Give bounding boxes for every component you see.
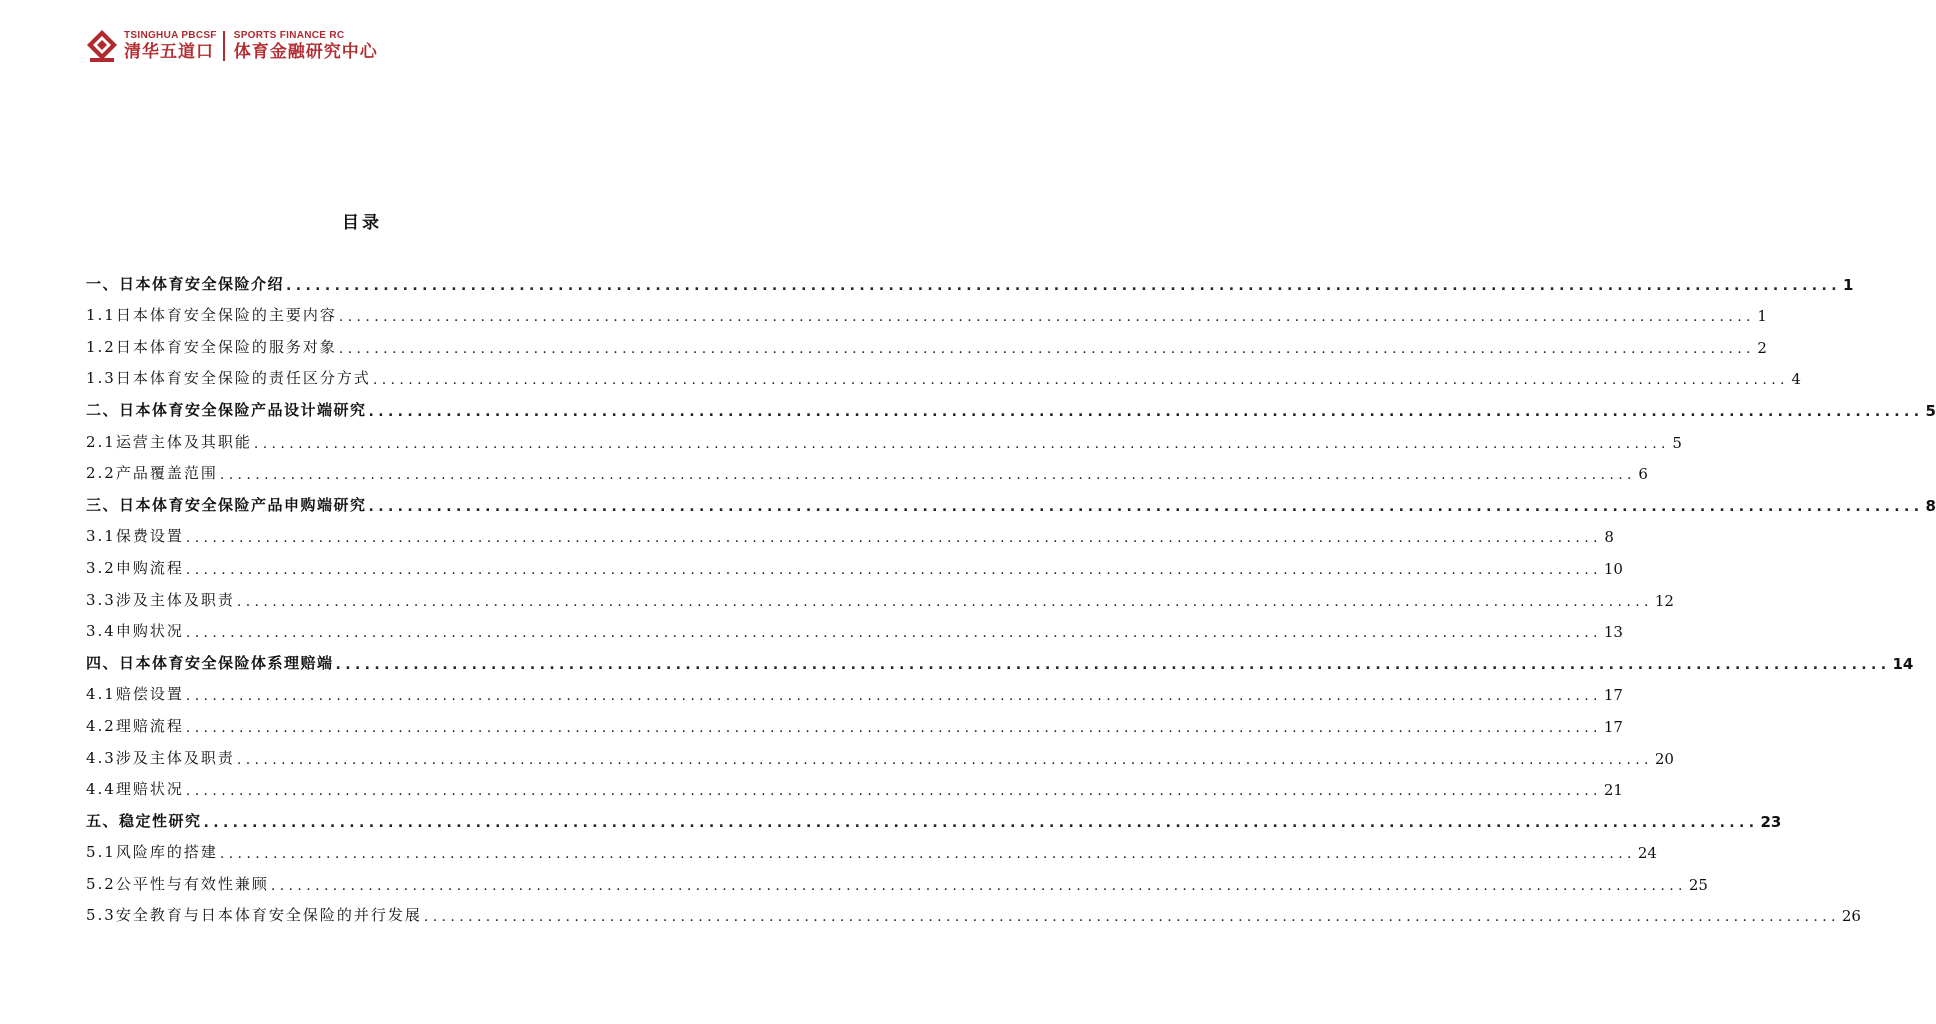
toc-section-entry[interactable] bbox=[86, 831, 1657, 863]
toc-section-entry[interactable] bbox=[86, 325, 1767, 357]
toc-entry-page: 4 bbox=[1791, 370, 1801, 389]
toc-entry-page: 17 bbox=[1603, 686, 1623, 705]
toc-dot-leader: ................................................................................................................................................................ bbox=[185, 625, 1602, 642]
toc-dot-leader: ................................................................................................................................................................ bbox=[185, 719, 1602, 736]
toc-entry-label: 5.2公平性与有效性兼顾 bbox=[86, 874, 269, 893]
toc-section-entry[interactable] bbox=[86, 768, 1623, 800]
toc-section-entry[interactable] bbox=[86, 736, 1674, 768]
center-block bbox=[234, 30, 378, 63]
toc-dot-leader: ................................................................................................................................................................ bbox=[423, 909, 1840, 926]
toc-entry-label: 三、日本体育安全保险产品申购端研究 bbox=[86, 495, 367, 514]
toc-dot-leader: ................................................................................................................................................................ bbox=[236, 593, 1653, 610]
toc-entry-page: 24 bbox=[1637, 844, 1657, 863]
center-zh: 体育金融研究中心 bbox=[233, 41, 378, 62]
toc-entry-page: 14 bbox=[1892, 654, 1914, 673]
toc-entry-label: 4.3涉及主体及职责 bbox=[86, 748, 235, 767]
toc-entry-page: 25 bbox=[1688, 875, 1708, 894]
toc-dot-leader: ................................................................................................................................................................ bbox=[203, 814, 1759, 831]
toc-chapter-entry[interactable] bbox=[86, 483, 1936, 515]
toc-entry-label: 1.2日本体育安全保险的服务对象 bbox=[86, 337, 337, 356]
toc-dot-leader: ................................................................................................................................................................ bbox=[368, 498, 1924, 515]
toc-section-entry[interactable] bbox=[86, 673, 1623, 705]
toc-chapter-entry[interactable] bbox=[86, 799, 1782, 831]
toc-entry-label: 一、日本体育安全保险介绍 bbox=[86, 274, 285, 293]
toc-entry-page: 8 bbox=[1925, 496, 1936, 515]
toc-dot-leader: ................................................................................................................................................................ bbox=[368, 403, 1924, 420]
toc-section-entry[interactable] bbox=[86, 420, 1682, 452]
toc-section-entry[interactable] bbox=[86, 546, 1623, 578]
toc-section-entry[interactable] bbox=[86, 357, 1801, 389]
toc-entry-page: 12 bbox=[1654, 591, 1674, 610]
toc-chapter-entry[interactable] bbox=[86, 262, 1854, 294]
toc-dot-leader: ................................................................................................................................................................ bbox=[185, 530, 1602, 547]
toc-dot-leader: ................................................................................................................................................................ bbox=[185, 783, 1602, 800]
toc-section-entry[interactable] bbox=[86, 578, 1674, 610]
toc-entry-page: 1 bbox=[1842, 275, 1854, 294]
page-title: 目录 bbox=[342, 213, 382, 233]
toc-entry-label: 1.3日本体育安全保险的责任区分方式 bbox=[86, 369, 371, 388]
toc-entry-page: 17 bbox=[1603, 717, 1623, 736]
brand-zh: 清华五道口 bbox=[124, 41, 214, 62]
table-of-contents bbox=[86, 262, 1936, 926]
toc-entry-label: 二、日本体育安全保险产品设计端研究 bbox=[86, 400, 367, 419]
toc-dot-leader: ................................................................................................................................................................ bbox=[372, 372, 1789, 389]
toc-entry-label: 四、日本体育安全保险体系理赔端 bbox=[86, 653, 334, 672]
toc-dot-leader: ................................................................................................................................................................ bbox=[185, 688, 1602, 705]
toc-entry-page: 5 bbox=[1925, 401, 1936, 420]
toc-entry-page: 1 bbox=[1757, 307, 1767, 326]
toc-entry-label: 3.1保费设置 bbox=[86, 527, 184, 546]
toc-entry-label: 2.2产品覆盖范围 bbox=[86, 464, 218, 483]
toc-entry-page: 13 bbox=[1603, 623, 1623, 642]
toc-entry-page: 21 bbox=[1603, 781, 1623, 800]
toc-section-entry[interactable] bbox=[86, 704, 1623, 736]
toc-dot-leader: ................................................................................................................................................................ bbox=[185, 561, 1602, 578]
toc-section-entry[interactable] bbox=[86, 610, 1623, 642]
center-en: SPORTS FINANCE RC bbox=[233, 29, 345, 41]
tsinghua-pbcsf-logo-icon bbox=[86, 29, 118, 63]
toc-entry-label: 五、稳定性研究 bbox=[86, 811, 202, 830]
brand-divider bbox=[223, 31, 225, 61]
toc-entry-label: 1.1日本体育安全保险的主要内容 bbox=[86, 306, 337, 325]
toc-entry-label: 4.2理赔流程 bbox=[86, 716, 184, 735]
toc-entry-label: 3.3涉及主体及职责 bbox=[86, 590, 235, 609]
brand-block bbox=[124, 30, 217, 63]
toc-entry-page: 26 bbox=[1841, 907, 1861, 926]
toc-section-entry[interactable] bbox=[86, 294, 1767, 326]
toc-entry-label: 3.2申购流程 bbox=[86, 558, 184, 577]
toc-entry-label: 4.1赔偿设置 bbox=[86, 685, 184, 704]
toc-entry-page: 5 bbox=[1672, 433, 1682, 452]
toc-entry-page: 10 bbox=[1603, 559, 1623, 578]
toc-dot-leader: ................................................................................................................................................................ bbox=[236, 751, 1653, 768]
toc-dot-leader: ................................................................................................................................................................ bbox=[286, 277, 1841, 294]
toc-entry-label: 2.1运营主体及其职能 bbox=[86, 432, 252, 451]
brand-en: TSINGHUA PBCSF bbox=[124, 29, 217, 41]
toc-chapter-entry[interactable] bbox=[86, 388, 1936, 420]
toc-entry-page: 8 bbox=[1604, 528, 1614, 547]
toc-dot-leader: ................................................................................................................................................................ bbox=[338, 309, 1755, 326]
toc-entry-label: 3.4申购状况 bbox=[86, 622, 184, 641]
toc-dot-leader: ................................................................................................................................................................ bbox=[219, 846, 1636, 863]
toc-section-entry[interactable] bbox=[86, 515, 1614, 547]
toc-section-entry[interactable] bbox=[86, 452, 1648, 484]
toc-dot-leader: ................................................................................................................................................................ bbox=[253, 435, 1670, 452]
toc-entry-label: 4.4理赔状况 bbox=[86, 780, 184, 799]
toc-entry-page: 2 bbox=[1757, 338, 1767, 357]
toc-entry-page: 23 bbox=[1760, 812, 1782, 831]
toc-dot-leader: ................................................................................................................................................................ bbox=[335, 656, 1891, 673]
toc-section-entry[interactable] bbox=[86, 894, 1861, 926]
toc-entry-label: 5.3安全教育与日本体育安全保险的并行发展 bbox=[86, 906, 422, 925]
toc-section-entry[interactable] bbox=[86, 862, 1708, 894]
page-header bbox=[86, 26, 378, 66]
toc-entry-page: 20 bbox=[1654, 749, 1674, 768]
toc-entry-label: 5.1风险库的搭建 bbox=[86, 843, 218, 862]
toc-dot-leader: ................................................................................................................................................................ bbox=[219, 467, 1636, 484]
toc-dot-leader: ................................................................................................................................................................ bbox=[338, 340, 1755, 357]
toc-dot-leader: ................................................................................................................................................................ bbox=[270, 877, 1687, 894]
toc-entry-page: 6 bbox=[1638, 465, 1648, 484]
toc-chapter-entry[interactable] bbox=[86, 641, 1914, 673]
